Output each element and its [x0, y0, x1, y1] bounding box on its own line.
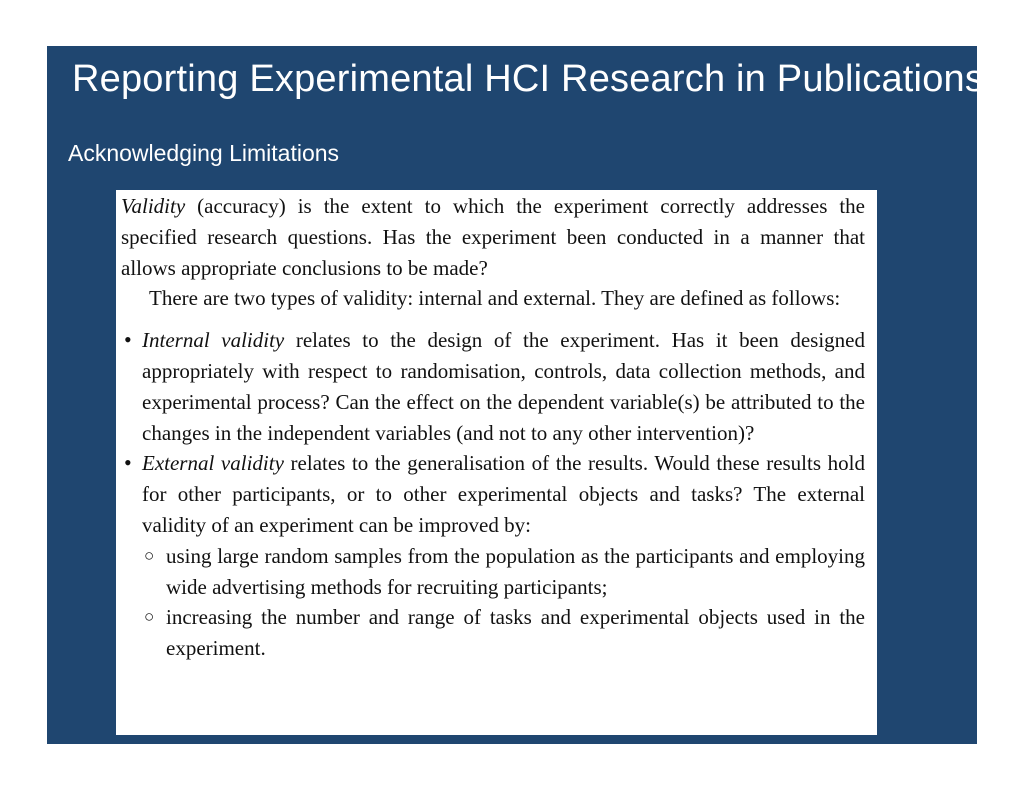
list-item-tasks-range [142, 602, 865, 664]
validity-list [121, 325, 865, 664]
list-item-internal-validity [121, 325, 865, 448]
bullet-icon: • [124, 450, 132, 476]
tasks-range-text: increasing the number and range of tasks and experimental objects used in the experiment. [166, 605, 865, 661]
random-samples-text: using large random samples from the population as the participants and employing wide advertising methods for recruiting participants; [166, 543, 865, 599]
slide-title: Reporting Experimental HCI Research in Publications [72, 58, 985, 100]
validity-definition: (accuracy) is the extent to which the experiment correctly addresses the specified research questions. Has the experiment been conducted in a manner that allows appropriate conclusions to be made? [121, 194, 865, 280]
list-item-random-samples [142, 541, 865, 603]
validity-paragraph [121, 191, 865, 283]
slide [47, 46, 985, 744]
circle-bullet-icon: ○ [144, 545, 155, 565]
internal-validity-term: Internal validity [142, 328, 285, 353]
external-validity-term: External validity [142, 451, 284, 476]
bullet-icon: • [124, 327, 132, 353]
circle-bullet-icon: ○ [144, 607, 155, 627]
internal-validity-text: relates to the design of the experiment. Has it been designed appropriately with respect to randomisation, controls, data collection methods, and experimental process? Can the effect on the dependent variable(s) be attributed to the changes in the independent variables (and not to any other intervention)? [142, 328, 865, 445]
slide-subtitle: Acknowledging Limitations [68, 140, 340, 166]
external-validity-text: relates to the generalisation of the results. Would these results hold for other participants, or to other experimental objects and tasks? The external validity of an experiment can be improved by: [142, 451, 865, 537]
validity-types-paragraph: There are two types of validity: internal and external. They are defined as follows: [149, 286, 841, 311]
improvement-list [142, 541, 865, 664]
validity-term: Validity [121, 194, 186, 218]
list-item-external-validity [121, 448, 865, 664]
book-excerpt [116, 190, 877, 735]
